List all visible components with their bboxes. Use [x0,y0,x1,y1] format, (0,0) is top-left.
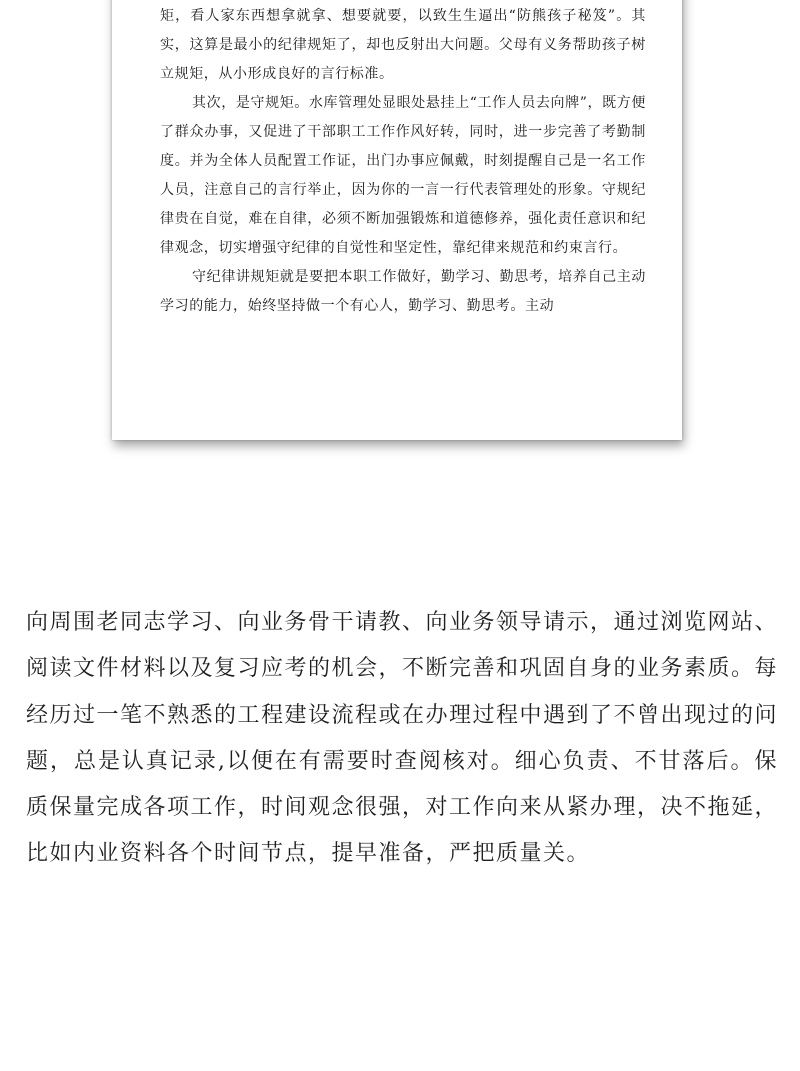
body-paragraph: 向周围老同志学习、向业务骨干请教、向业务领导请示，通过浏览网站、阅读文件材料以及复习应考的机会，不断完善和巩固自身的业务素质。每经历过一笔不熟悉的工程建设流程或在办理过程中遇到了不曾出现过的问题，总是认真记录,以便在有需要时查阅核对。细心负责、不甘落后。保质保量完成各项工作，时间观念很强，对工作向来从紧办理，决不拖延，比如内业资料各个时间节点，提早准备，严把质量关。 [26,610,779,867]
page-paragraph-2: 其次，是守规矩。水库管理处显眼处悬挂上“工作人员去向牌”，既方便了群众办事，又促进了干部职工工作作风好转，同时，进一步完善了考勤制度。并为全体人员配置工作证，出门办事应佩戴，时刻提醒自己是一名工作人员，注意自己的言行举止，因为你的一言一行代表管理处的形象。守规纪律贵在自觉，难在自律，必须不断加强锻炼和道德修养，强化责任意识和纪律观念，切实增强守纪律的自觉性和坚定性，靠纪律来规范和约束言行。 [160,95,646,256]
body-text [26,600,778,878]
page-paragraph-3: 守纪律讲规矩就是要把本职工作做好，勤学习、勤思考，培养自己主动学习的能力，始终坚持做一个有心人，勤学习、勤思考。主动 [160,269,646,314]
page-paragraph-1: 矩，看人家东西想拿就拿、想要就要，以致生生逼出“防熊孩子秘笈”。其实，这算是最小的纪律规矩了，却也反射出大问题。父母有义务帮助孩子树立规矩，从小形成良好的言行标准。 [160,8,646,82]
document-page-text [160,0,646,321]
